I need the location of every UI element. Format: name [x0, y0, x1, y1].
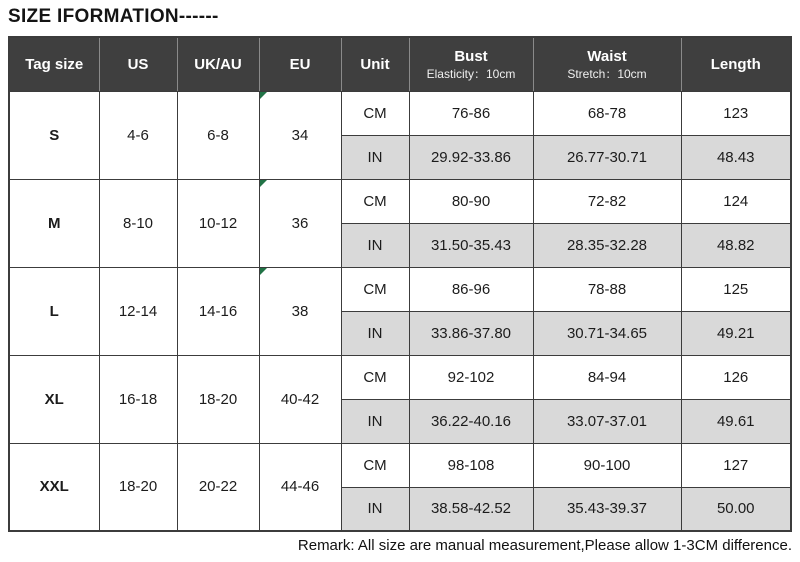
table-row: [9, 267, 791, 311]
eu-size-value: 34: [291, 126, 309, 144]
unit-cell: CM: [341, 267, 409, 311]
unit-cell: IN: [341, 399, 409, 443]
col-header-bust: [409, 37, 533, 91]
unit-cell: IN: [341, 311, 409, 355]
unit-cell: IN: [341, 223, 409, 267]
eu-size-cell: [259, 179, 341, 267]
eu-size-value: 44-46: [280, 478, 320, 496]
length-cell: 49.21: [681, 311, 791, 355]
eu-size-value: 38: [291, 302, 309, 320]
waist-cell: 72-82: [533, 179, 681, 223]
waist-cell: 90-100: [533, 443, 681, 487]
length-cell: 127: [681, 443, 791, 487]
tag-size-cell: M: [9, 179, 99, 267]
length-cell: 48.43: [681, 135, 791, 179]
us-size-cell: 12-14: [99, 267, 177, 355]
us-size-cell: 4-6: [99, 91, 177, 179]
bust-cell: 80-90: [409, 179, 533, 223]
eu-size-cell: [259, 443, 341, 531]
table-header: [9, 37, 791, 91]
length-cell: 125: [681, 267, 791, 311]
waist-cell: 68-78: [533, 91, 681, 135]
eu-size-cell: [259, 267, 341, 355]
col-header-uk-au: UK/AU: [177, 37, 259, 91]
excel-corner-flag-icon: [260, 180, 267, 187]
col-header-eu: EU: [259, 37, 341, 91]
us-size-cell: 16-18: [99, 355, 177, 443]
waist-cell: 30.71-34.65: [533, 311, 681, 355]
col-header-unit: Unit: [341, 37, 409, 91]
waist-cell: 78-88: [533, 267, 681, 311]
bust-cell: 33.86-37.80: [409, 311, 533, 355]
waist-cell: 33.07-37.01: [533, 399, 681, 443]
uk-au-size-cell: 20-22: [177, 443, 259, 531]
length-cell: 123: [681, 91, 791, 135]
bust-cell: 92-102: [409, 355, 533, 399]
bust-cell: 76-86: [409, 91, 533, 135]
waist-header-label: Waist: [587, 47, 627, 65]
unit-cell: CM: [341, 179, 409, 223]
bust-cell: 38.58-42.52: [409, 487, 533, 531]
waist-cell: 84-94: [533, 355, 681, 399]
col-header-length: Length: [681, 37, 791, 91]
bust-cell: 98-108: [409, 443, 533, 487]
waist-cell: 28.35-32.28: [533, 223, 681, 267]
table-row: [9, 179, 791, 223]
excel-corner-flag-icon: [260, 268, 267, 275]
eu-size-cell: [259, 355, 341, 443]
col-header-tag-size: Tag size: [9, 37, 99, 91]
unit-cell: CM: [341, 443, 409, 487]
eu-size-cell: [259, 91, 341, 179]
bust-cell: 31.50-35.43: [409, 223, 533, 267]
bust-header-label: Bust: [454, 47, 488, 65]
uk-au-size-cell: 6-8: [177, 91, 259, 179]
bust-cell: 36.22-40.16: [409, 399, 533, 443]
col-header-us: US: [99, 37, 177, 91]
uk-au-size-cell: 10-12: [177, 179, 259, 267]
us-size-cell: 8-10: [99, 179, 177, 267]
size-chart-table: [8, 36, 792, 532]
table-row: [9, 443, 791, 487]
length-cell: 124: [681, 179, 791, 223]
bust-header-subtitle: Elasticity：10cm: [426, 66, 516, 81]
unit-cell: IN: [341, 487, 409, 531]
length-cell: 126: [681, 355, 791, 399]
bust-cell: 29.92-33.86: [409, 135, 533, 179]
waist-cell: 26.77-30.71: [533, 135, 681, 179]
length-cell: 48.82: [681, 223, 791, 267]
remark-text: Remark: All size are manual measurement,Please allow 1-3CM difference.: [297, 537, 792, 554]
eu-size-value: 36: [291, 214, 309, 232]
page-title: SIZE IFORMATION------: [8, 6, 219, 27]
uk-au-size-cell: 14-16: [177, 267, 259, 355]
us-size-cell: 18-20: [99, 443, 177, 531]
table-row: [9, 91, 791, 135]
tag-size-cell: L: [9, 267, 99, 355]
col-header-waist: [533, 37, 681, 91]
bust-cell: 86-96: [409, 267, 533, 311]
unit-cell: CM: [341, 355, 409, 399]
tag-size-cell: XXL: [9, 443, 99, 531]
header-row: [9, 37, 791, 91]
waist-header-subtitle: Stretch：10cm: [567, 66, 647, 81]
tag-size-cell: XL: [9, 355, 99, 443]
length-cell: 50.00: [681, 487, 791, 531]
eu-size-value: 40-42: [280, 390, 320, 408]
tag-size-cell: S: [9, 91, 99, 179]
excel-corner-flag-icon: [260, 92, 267, 99]
unit-cell: IN: [341, 135, 409, 179]
table-row: [9, 355, 791, 399]
waist-cell: 35.43-39.37: [533, 487, 681, 531]
unit-cell: CM: [341, 91, 409, 135]
length-cell: 49.61: [681, 399, 791, 443]
uk-au-size-cell: 18-20: [177, 355, 259, 443]
